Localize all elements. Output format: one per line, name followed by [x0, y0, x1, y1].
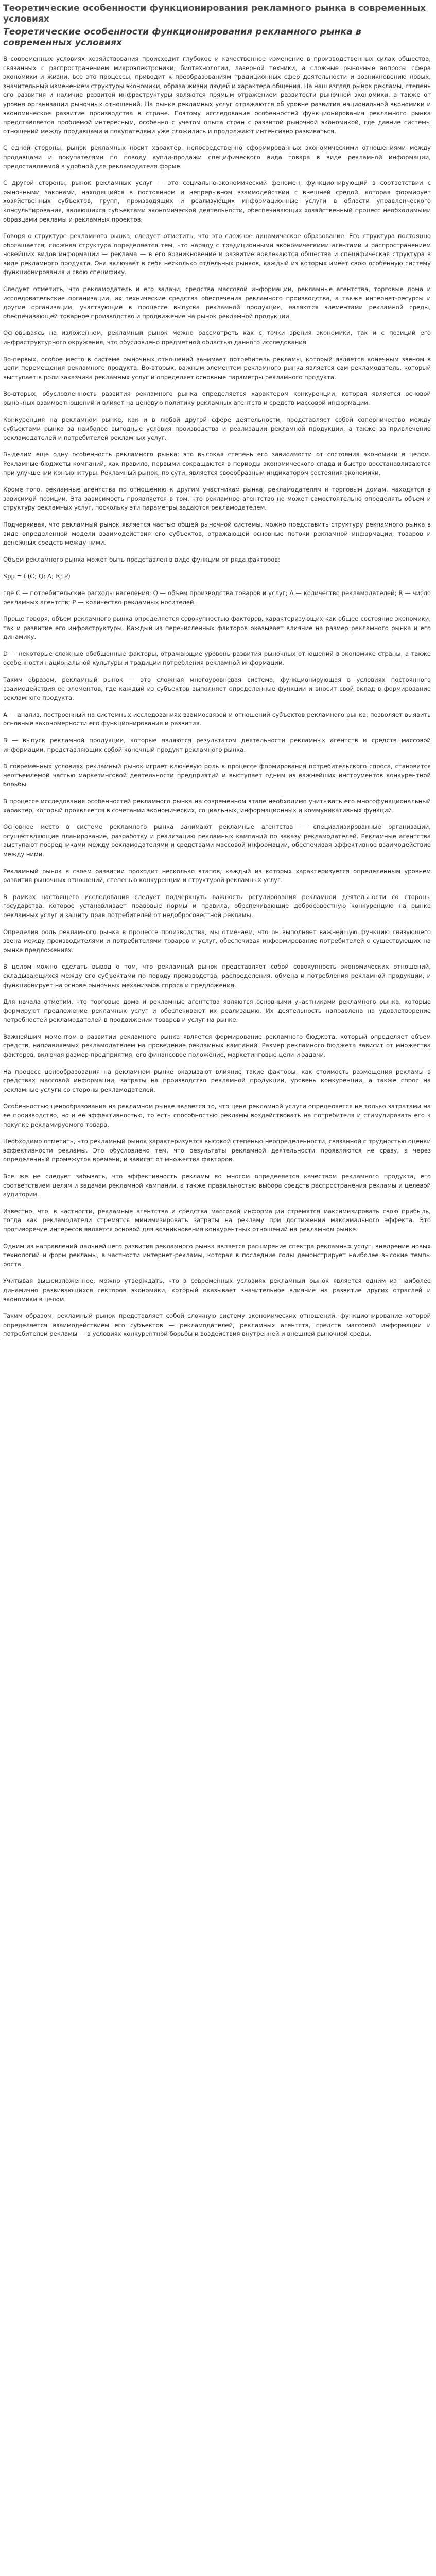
body-paragraph: Выделим еще одну особенность рекламного рынка: это высокая степень его зависимости от состояния экономики в целом. Рекламные бюджеты компаний, как правило, первыми сокращаются в периоды экономического спада и быстро восстанавливаются при улучшении конъюнктуры. Рекламный рынок, по сути, является своеобразным индикатором состояния экономики. — [3, 451, 431, 477]
body-paragraph: Учитывая вышеизложенное, можно утверждать, что в современных условиях рекламный рынок является одним из наиболее динамично развивающихся секторов экономики, который оказывает значительное влияние на развитие других отраслей и экономики в целом. — [3, 1277, 431, 1303]
body-paragraph: Конкуренция на рекламном рынке, как и в любой другой сфере деятельности, представляет собой соперничество между субъектами рынка за наиболее выгодные условия производства и реализации рекламной продукции, а также за привлечение рекламодателей и потребителей рекламных услуг. — [3, 416, 431, 442]
body-paragraph: Кроме того, рекламные агентства по отношению к другим участникам рынка, рекламодателям и торговым домам, находятся в зависимой позиции. Эта зависимость проявляется в том, что рекламное агентство не может самостоятельно определять объем и структуру рекламных услуг, поскольку эти параметры задаются рекламодателем. — [3, 486, 431, 512]
body-paragraph: Таким образом, рекламный рынок — это сложная многоуровневая система, функционирующая в условиях постоянного взаимодействия ее элементов, где каждый из субъектов выполняет определенные функции и вносит свой вклад в формирование рекламного продукта. — [3, 676, 431, 702]
body-paragraph: Объем рекламного рынка может быть представлен в виде функции от ряда факторов: — [3, 555, 281, 563]
body-paragraph: В современных условиях рекламный рынок играет ключевую роль в процессе формирования потребительского спроса, становится неотъемлемой частью маркетинговой деятельности предприятий и выступает одним из важнейших инструментов конкурентной борьбы. — [3, 762, 431, 788]
body-paragraph: Во-первых, особое место в системе рыночных отношений занимает потребитель рекламы, который является конечным звеном в цепи перемещения рекламного продукта. Во-вторых, важным элементом рекламного рынка является сам рекламодатель, который выступает в роли заказчика рекламных услуг и определяет основные параметры рекламного продукта. — [3, 355, 431, 381]
body-paragraph: С другой стороны, рынок рекламных услуг — это социально-экономический феномен, функционирующий в соответствии с рыночными законами, находящийся в постоянном и непрерывном взаимодействии с внешней средой, которая формирует хозяйственных субъектов, групп, производящих и реализующих информационные услуги в области управленческого консультирования, являющихся субъектами экономической деятельности, обеспечивающих хозяйственный процесс необходимыми образцами рекламы и рекламных проектов. — [3, 179, 431, 223]
body-paragraph: D — некоторые сложные обобщенные факторы, отражающие уровень развития рыночных отношений в экономике страны, а также особенности национальной культуры и традиции потребления рекламной информации. — [3, 650, 431, 667]
body-paragraph: Таким образом, рекламный рынок представляет собой сложную систему экономических отношений, функционирование которой определяется взаимодействием его субъектов — рекламодателей, рекламных агентств, средств массовой информации и потребителей рекламы — в условиях конкурентной борьбы и воздействия внутренней и внешней рыночной среды. — [3, 1312, 431, 1338]
body-paragraph: Основное место в системе рекламного рынка занимают рекламные агентства — специализированные организации, осуществляющие планирование, разработку и реализацию рекламных кампаний по заказу рекламодателей. Рекламные агентства выступают посредниками между рекламодателями и средствами массовой информации, обеспечивая эффективное взаимодействие между ними. — [3, 823, 431, 858]
body-paragraph: Особенностью ценообразования на рекламном рынке является то, что цена рекламной услуги определяется не только затратами на ее производство, но и ее эффективностью, то есть способностью рекламы воздействовать на потребителя и стимулировать его к покупке рекламируемого товара. — [3, 1103, 431, 1128]
body-paragraph: В рамках настоящего исследования следует подчеркнуть важность регулирования рекламной деятельности со стороны государства, которое устанавливает правовые нормы и правила, обеспечивающие добросовестную конкуренцию на рынке рекламных услуг и защиту прав потребителей от недобросовестной рекламы. — [3, 893, 431, 919]
formula-text: Sрр = f (C; Q; A; R; P) — [3, 572, 71, 580]
body-paragraph: Для начала отметим, что торговые дома и рекламные агентства являются основными участниками рекламного рынка, которые формируют предложение рекламных услуг и обеспечивают их реализацию. Их деятельность направлена на удовлетворение потребностей рекламодателей в продвижении товаров и услуг на рынке. — [3, 998, 431, 1024]
body-paragraph: В современных условиях хозяйствования происходит глубокое и качественное изменение в производственных силах общества, связанных с распространением микроэлектроники, биотехнологии, лазерной техники, а сложные рыночные вопросы сфера экономики и жизни, все это процессы, приводит к преобразованиям традиционных сфер деятельности и возникновению новых, значительный изменением структуры экономики, образа жизни людей и характера общения. На наш взгляд рынок рекламы, степень его развития и наличие развитой инфраструктуры являются прямым отражением развитости рыночной экономики, а также от уровня организации рыночных отношений. На рынке рекламных услуг отражаются об уровне развития национальной экономики и экономическое развитие производства в стране. Поэтому исследование особенностей функционирования рекламного рынка представляется проблемой интересным, особенно с учетом опыта стран с развитой рыночной экономикой, где давние системы отношений между продавцами и покупателями уже сложились и продолжают интенсивно развиваться. — [3, 55, 431, 135]
body-paragraph: На процесс ценообразования на рекламном рынке оказывают влияние такие факторы, как стоимость размещения рекламы в средствах массовой информации, затраты на производство рекламной продукции, уровень конкуренции, а также спрос на рекламные услуги со стороны рекламодателей. — [3, 1067, 431, 1093]
body-paragraph: Проще говоря, объем рекламного рынка определяется совокупностью факторов, характеризующих как общее состояние экономики, так и развитие его инфраструктуры. Каждый из перечисленных факторов оказывает влияние на размер рекламного рынка и его динамику. — [3, 615, 431, 641]
body-paragraph: где С — потребительские расходы населения; Q — объем производства товаров и услуг; А — количество рекламодателей; R — число рекламных агентств; Р — количество рекламных носителей. — [3, 589, 431, 606]
body-paragraph: Все же не следует забывать, что эффективность рекламы во многом определяется качеством рекламного продукта, его соответствием целям и задачам рекламной кампании, а также правильностью выбора средств распространения рекламы и целевой аудитории. — [3, 1173, 431, 1198]
body-paragraph: Следует отметить, что рекламодатель и его задачи, средства массовой информации, рекламные агентства, торговые дома и исследовательские организации, их технические средства обеспечения рекламного производства, а также интернет-ресурсы и другие организации, участвующие в процессе выпуска рекламной продукции, являются элементами рекламной среды, обеспечивающей товарное производство и продвижение на рынок рекламной продукции. — [3, 285, 431, 320]
body-paragraph: Во-вторых, обусловленность развития рекламного рынка определяется характером конкуренции, которая является основой рыночных взаимоотношений и влияет на ценовую политику рекламных агентств и средств массовой информации. — [3, 390, 431, 406]
body-paragraph: Рекламный рынок в своем развитии проходит несколько этапов, каждый из которых характеризуется определенным уровнем развития рыночных отношений, степенью конкуренции и структурой рекламных услуг. — [3, 867, 431, 884]
body-paragraph: А — анализ, построенный на системных исследованиях взаимосвязей и отношений субъектов рекламного рынка, позволяет выявить основные закономерности его функционирования и развития. — [3, 710, 431, 727]
article-subtitle: Теоретические особенности функционирования рекламного рынка в современных условиях — [3, 27, 361, 48]
body-paragraph: Важнейшим моментом в развитии рекламного рынка является формирование рекламного бюджета, который определяет объем средств, направляемых рекламодателем на проведение рекламных кампаний. Размер рекламного бюджета зависит от множества факторов, включая размер предприятия, его финансовое положение, маркетинговые цели и задачи. — [3, 1032, 431, 1059]
body-paragraph: Основываясь на изложенном, рекламный рынок можно рассмотреть как с точки зрения экономики, так и с позиций его инфраструктурного окружения, что обусловлено предметной областью данного исследования. — [3, 329, 431, 346]
body-paragraph: Одним из направлений дальнейшего развития рекламного рынка является расширение спектра рекламных услуг, внедрение новых технологий и форм рекламы, в частности интернет-рекламы, которая в последние годы демонстрирует наиболее высокие темпы роста. — [3, 1242, 431, 1268]
article-body — [3, 55, 431, 1339]
body-paragraph: В — выпуск рекламной продукции, которые являются результатом деятельности рекламных агентств и средств массовой информации, представляющих собой конечный продукт рекламного рынка. — [3, 737, 431, 753]
page-title: Теоретические особенности функционирования рекламного рынка в современных условиях — [3, 3, 426, 24]
body-paragraph: Говоря о структуре рекламного рынка, следует отметить, что это сложное динамическое образование. Его структура постоянно обогащается, сложная структура определяется тем, что наряду с традиционными экономическими агентами и распространением новейших видов информации — реклама — в его возникновение и развитие вовлекаются общества и специфическая структура в виде рекламного продукта. Она включает в себя несколько отдельных рынков, каждый из которых имеет свою особенную систему функционирования и свою специфику. — [3, 232, 431, 276]
body-paragraph: В целом можно сделать вывод о том, что рекламный рынок представляет собой совокупность экономических отношений, складывающихся между его субъектами по поводу производства, распределения, обмена и потребления рекламной продукции, и функционирует на основе рыночных механизмов спроса и предложения. — [3, 963, 431, 989]
body-paragraph: В процессе исследования особенностей рекламного рынка на современном этапе необходимо учитывать его многофункциональный характер, который проявляется в сочетании экономических, социальных, информационных и коммуникативных функций. — [3, 798, 431, 814]
body-paragraph: С одной стороны, рынок рекламных носит характер, непосредственно сформированных экономическими отношениями между продавцами и покупателями по поводу купли-продажи специфического вида товара в виде рекламной информации, предоставляемой в удобной для рекламодателя форме. — [3, 144, 431, 170]
body-paragraph: Необходимо отметить, что рекламный рынок характеризуется высокой степенью неопределенности, связанной с трудностью оценки эффективности рекламы. Это обусловлено тем, что результаты рекламной деятельности проявляются не сразу, а через определенный промежуток времени, и зависят от множества факторов. — [3, 1138, 431, 1163]
body-paragraph: Подчеркивая, что рекламный рынок является частью общей рыночной системы, можно представить структуру рекламного рынка в виде определенной модели взаимодействия его субъектов, отражающей основные потоки рекламной информации, товаров и денежных средств между ними. — [3, 520, 431, 547]
body-paragraph: Известно, что, в частности, рекламные агентства и средства массовой информации стремятся максимизировать свою прибыль, тогда как рекламодатели стремятся минимизировать затраты на рекламу при достижении максимального эффекта. Это противоречие интересов является основой для возникновения конкурентных отношений на рекламном рынке. — [3, 1207, 431, 1233]
body-paragraph: Определив роль рекламного рынка в процессе производства, мы отмечаем, что он выполняет важнейшую функцию связующего звена между производителями и потребителями товаров и услуг, обеспечивая информирование потребителей о существующих на рынке предложениях. — [3, 928, 431, 954]
